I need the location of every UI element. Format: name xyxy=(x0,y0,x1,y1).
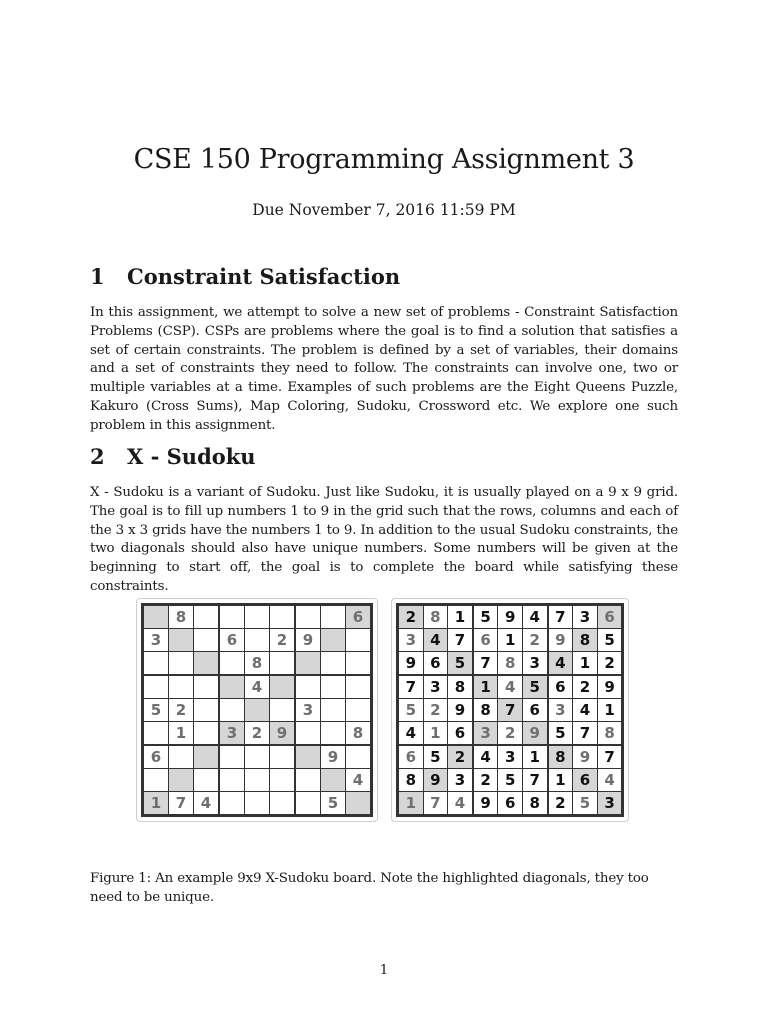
solution-row xyxy=(398,652,623,676)
solution-cell: 4 xyxy=(597,769,623,792)
puzzle-cell xyxy=(143,769,169,792)
puzzle-cell: 2 xyxy=(245,722,270,746)
puzzle-cell xyxy=(295,675,321,699)
solution-row xyxy=(398,629,623,652)
solution-cell: 8 xyxy=(498,652,523,676)
solution-cell: 9 xyxy=(522,722,547,746)
solution-cell: 3 xyxy=(573,605,598,629)
puzzle-cell xyxy=(270,699,296,722)
page-number: 1 xyxy=(379,963,389,978)
puzzle-cell xyxy=(194,699,220,722)
puzzle-cell: 4 xyxy=(346,769,372,792)
solution-cell: 4 xyxy=(548,652,573,676)
section-number: 1 xyxy=(90,264,105,289)
puzzle-cell xyxy=(194,722,220,746)
puzzle-cell: 7 xyxy=(169,792,194,816)
solution-cell: 3 xyxy=(398,629,424,652)
solution-cell: 3 xyxy=(522,652,547,676)
solution-cell: 4 xyxy=(398,722,424,746)
solution-cell: 6 xyxy=(522,699,547,722)
puzzle-cell xyxy=(219,745,245,769)
puzzle-cell xyxy=(270,769,296,792)
solution-row xyxy=(398,722,623,746)
solution-cell: 3 xyxy=(423,675,448,699)
solution-cell: 5 xyxy=(448,652,473,676)
puzzle-cell xyxy=(219,699,245,722)
puzzle-cell xyxy=(169,629,194,652)
puzzle-cell: 9 xyxy=(270,722,296,746)
solution-cell: 2 xyxy=(398,605,424,629)
solution-cell: 9 xyxy=(573,745,598,769)
solution-cell: 7 xyxy=(498,699,523,722)
puzzle-cell xyxy=(169,769,194,792)
solution-row xyxy=(398,605,623,629)
puzzle-cell: 3 xyxy=(143,629,169,652)
solution-grid xyxy=(391,598,629,822)
puzzle-cell: 9 xyxy=(295,629,321,652)
solution-cell: 1 xyxy=(423,722,448,746)
puzzle-row xyxy=(143,722,372,746)
puzzle-cell xyxy=(143,652,169,676)
solution-cell: 3 xyxy=(498,745,523,769)
solution-cell: 5 xyxy=(573,792,598,816)
puzzle-cell xyxy=(346,792,372,816)
puzzle-cell: 8 xyxy=(346,722,372,746)
solution-cell: 7 xyxy=(398,675,424,699)
puzzle-cell xyxy=(143,722,169,746)
puzzle-cell xyxy=(245,629,270,652)
puzzle-cell xyxy=(194,629,220,652)
solution-cell: 1 xyxy=(573,652,598,676)
puzzle-cell xyxy=(321,769,346,792)
solution-cell: 1 xyxy=(597,699,623,722)
puzzle-cell: 5 xyxy=(321,792,346,816)
puzzle-cell xyxy=(219,652,245,676)
puzzle-cell xyxy=(346,629,372,652)
solution-cell: 9 xyxy=(548,629,573,652)
puzzle-cell: 2 xyxy=(270,629,296,652)
solution-cell: 8 xyxy=(423,605,448,629)
puzzle-cell: 3 xyxy=(219,722,245,746)
puzzle-cell xyxy=(194,675,220,699)
puzzle-cell: 6 xyxy=(219,629,245,652)
solution-cell: 9 xyxy=(597,675,623,699)
puzzle-cell xyxy=(270,792,296,816)
puzzle-row xyxy=(143,745,372,769)
solution-cell: 5 xyxy=(548,722,573,746)
solution-cell: 8 xyxy=(597,722,623,746)
puzzle-cell xyxy=(295,792,321,816)
puzzle-cell: 3 xyxy=(295,699,321,722)
solution-row xyxy=(398,699,623,722)
solution-cell: 2 xyxy=(597,652,623,676)
solution-row xyxy=(398,745,623,769)
puzzle-cell xyxy=(321,722,346,746)
section-body-x-sudoku: X - Sudoku is a variant of Sudoku. Just like Sudoku, it is usually played on a 9 x 9 grid. The goal is to fill up numbers 1 to 9 in the grid such that the rows, columns and each of the 3 x 3 grids have the numbers 1 to 9. In addition to the usual Sudoku constraints, the two diagonals should also have unique numbers. Some numbers will be given at the beginning to start off, the goal is to complete the board while satisfying these constraints. xyxy=(90,485,678,594)
puzzle-cell: 4 xyxy=(194,792,220,816)
solution-cell: 2 xyxy=(573,675,598,699)
solution-row xyxy=(398,792,623,816)
solution-cell: 5 xyxy=(597,629,623,652)
puzzle-cell xyxy=(143,675,169,699)
solution-cell: 6 xyxy=(398,745,424,769)
solution-cell: 5 xyxy=(398,699,424,722)
puzzle-row xyxy=(143,699,372,722)
solution-cell: 9 xyxy=(398,652,424,676)
solution-cell: 1 xyxy=(548,769,573,792)
puzzle-cell xyxy=(169,675,194,699)
puzzle-cell: 6 xyxy=(346,605,372,629)
solution-cell: 7 xyxy=(522,769,547,792)
puzzle-cell xyxy=(245,769,270,792)
puzzle-board xyxy=(141,603,373,817)
solution-row xyxy=(398,675,623,699)
puzzle-cell: 6 xyxy=(143,745,169,769)
solution-cell: 7 xyxy=(573,722,598,746)
puzzle-cell xyxy=(346,652,372,676)
solution-cell: 3 xyxy=(473,722,498,746)
solution-cell: 6 xyxy=(597,605,623,629)
solution-cell: 4 xyxy=(473,745,498,769)
solution-cell: 4 xyxy=(448,792,473,816)
puzzle-cell xyxy=(295,722,321,746)
puzzle-cell: 5 xyxy=(143,699,169,722)
solution-cell: 6 xyxy=(498,792,523,816)
solution-cell: 6 xyxy=(548,675,573,699)
section-title: X - Sudoku xyxy=(127,444,256,469)
puzzle-cell xyxy=(169,745,194,769)
solution-row xyxy=(398,769,623,792)
puzzle-row xyxy=(143,792,372,816)
solution-cell: 8 xyxy=(398,769,424,792)
puzzle-cell xyxy=(219,605,245,629)
solution-cell: 8 xyxy=(522,792,547,816)
solution-cell: 8 xyxy=(548,745,573,769)
section-heading-constraint-satisfaction xyxy=(90,264,400,289)
solution-cell: 1 xyxy=(398,792,424,816)
puzzle-cell xyxy=(169,652,194,676)
puzzle-row xyxy=(143,605,372,629)
puzzle-row xyxy=(143,629,372,652)
solution-cell: 7 xyxy=(448,629,473,652)
solution-cell: 1 xyxy=(498,629,523,652)
solution-cell: 4 xyxy=(573,699,598,722)
puzzle-cell: 2 xyxy=(169,699,194,722)
figure-caption: Figure 1: An example 9x9 X-Sudoku board. Note the highlighted diagonals, they too need to be unique. xyxy=(90,871,649,905)
puzzle-row xyxy=(143,769,372,792)
puzzle-cell xyxy=(321,652,346,676)
solution-cell: 2 xyxy=(448,745,473,769)
puzzle-cell xyxy=(346,699,372,722)
solution-cell: 9 xyxy=(498,605,523,629)
solution-cell: 3 xyxy=(597,792,623,816)
solution-cell: 8 xyxy=(448,675,473,699)
solution-cell: 2 xyxy=(522,629,547,652)
solution-cell: 4 xyxy=(423,629,448,652)
section-body-constraint-satisfaction: In this assignment, we attempt to solve a new set of problems - Constraint Satisfaction Problems (CSP). CSPs are problems where the goal is to find a solution that satisfies a set of certain constraints. The problem is defined by a set of variables, their domains and a set of constraints they need to follow. The constraints can involve one, two or multiple variables at a time. Examples of such problems are the Eight Queens Puzzle, Kakuro (Cross Sums), Map Coloring, Sudoku, Crossword etc. We explore one such problem in this assignment. xyxy=(90,305,678,433)
puzzle-cell xyxy=(245,605,270,629)
puzzle-cell: 9 xyxy=(321,745,346,769)
solution-cell: 9 xyxy=(473,792,498,816)
solution-cell: 6 xyxy=(448,722,473,746)
puzzle-cell xyxy=(194,605,220,629)
puzzle-cell xyxy=(346,675,372,699)
solution-cell: 2 xyxy=(548,792,573,816)
solution-cell: 1 xyxy=(448,605,473,629)
solution-cell: 9 xyxy=(423,769,448,792)
solution-cell: 2 xyxy=(498,722,523,746)
puzzle-cell xyxy=(295,769,321,792)
puzzle-cell xyxy=(295,745,321,769)
puzzle-cell xyxy=(194,769,220,792)
solution-cell: 7 xyxy=(473,652,498,676)
puzzle-cell: 1 xyxy=(169,722,194,746)
puzzle-cell xyxy=(295,605,321,629)
puzzle-cell: 8 xyxy=(245,652,270,676)
solution-cell: 5 xyxy=(498,769,523,792)
puzzle-cell xyxy=(321,699,346,722)
document-title: CSE 150 Programming Assignment 3 xyxy=(133,144,635,175)
solution-cell: 6 xyxy=(473,629,498,652)
due-date: Due November 7, 2016 11:59 PM xyxy=(252,201,516,219)
solution-cell: 1 xyxy=(522,745,547,769)
solution-cell: 4 xyxy=(498,675,523,699)
solution-cell: 9 xyxy=(448,699,473,722)
puzzle-cell xyxy=(219,769,245,792)
puzzle-row xyxy=(143,675,372,699)
puzzle-cell xyxy=(270,605,296,629)
puzzle-cell xyxy=(321,629,346,652)
puzzle-cell xyxy=(219,792,245,816)
puzzle-cell xyxy=(321,605,346,629)
puzzle-cell xyxy=(270,745,296,769)
puzzle-cell xyxy=(245,699,270,722)
solution-cell: 2 xyxy=(423,699,448,722)
solution-cell: 8 xyxy=(473,699,498,722)
solution-cell: 6 xyxy=(573,769,598,792)
puzzle-cell xyxy=(245,745,270,769)
puzzle-cell xyxy=(143,605,169,629)
solution-cell: 5 xyxy=(522,675,547,699)
puzzle-cell: 8 xyxy=(169,605,194,629)
puzzle-cell: 4 xyxy=(245,675,270,699)
solution-cell: 4 xyxy=(522,605,547,629)
solution-cell: 7 xyxy=(597,745,623,769)
section-number: 2 xyxy=(90,444,105,469)
solution-cell: 6 xyxy=(423,652,448,676)
solution-cell: 8 xyxy=(573,629,598,652)
puzzle-cell xyxy=(295,652,321,676)
puzzle-cell xyxy=(270,675,296,699)
puzzle-row xyxy=(143,652,372,676)
solution-cell: 7 xyxy=(548,605,573,629)
solution-cell: 5 xyxy=(473,605,498,629)
puzzle-grid xyxy=(136,598,378,822)
puzzle-cell xyxy=(321,675,346,699)
puzzle-cell: 1 xyxy=(143,792,169,816)
solution-cell: 1 xyxy=(473,675,498,699)
solution-cell: 3 xyxy=(448,769,473,792)
puzzle-cell xyxy=(194,652,220,676)
section-heading-x-sudoku xyxy=(90,444,256,469)
solution-cell: 2 xyxy=(473,769,498,792)
puzzle-cell xyxy=(194,745,220,769)
puzzle-cell xyxy=(270,652,296,676)
solution-board xyxy=(396,603,624,817)
puzzle-cell xyxy=(245,792,270,816)
puzzle-cell xyxy=(219,675,245,699)
solution-cell: 3 xyxy=(548,699,573,722)
section-title: Constraint Satisfaction xyxy=(127,264,401,289)
puzzle-cell xyxy=(346,745,372,769)
solution-cell: 5 xyxy=(423,745,448,769)
solution-cell: 7 xyxy=(423,792,448,816)
